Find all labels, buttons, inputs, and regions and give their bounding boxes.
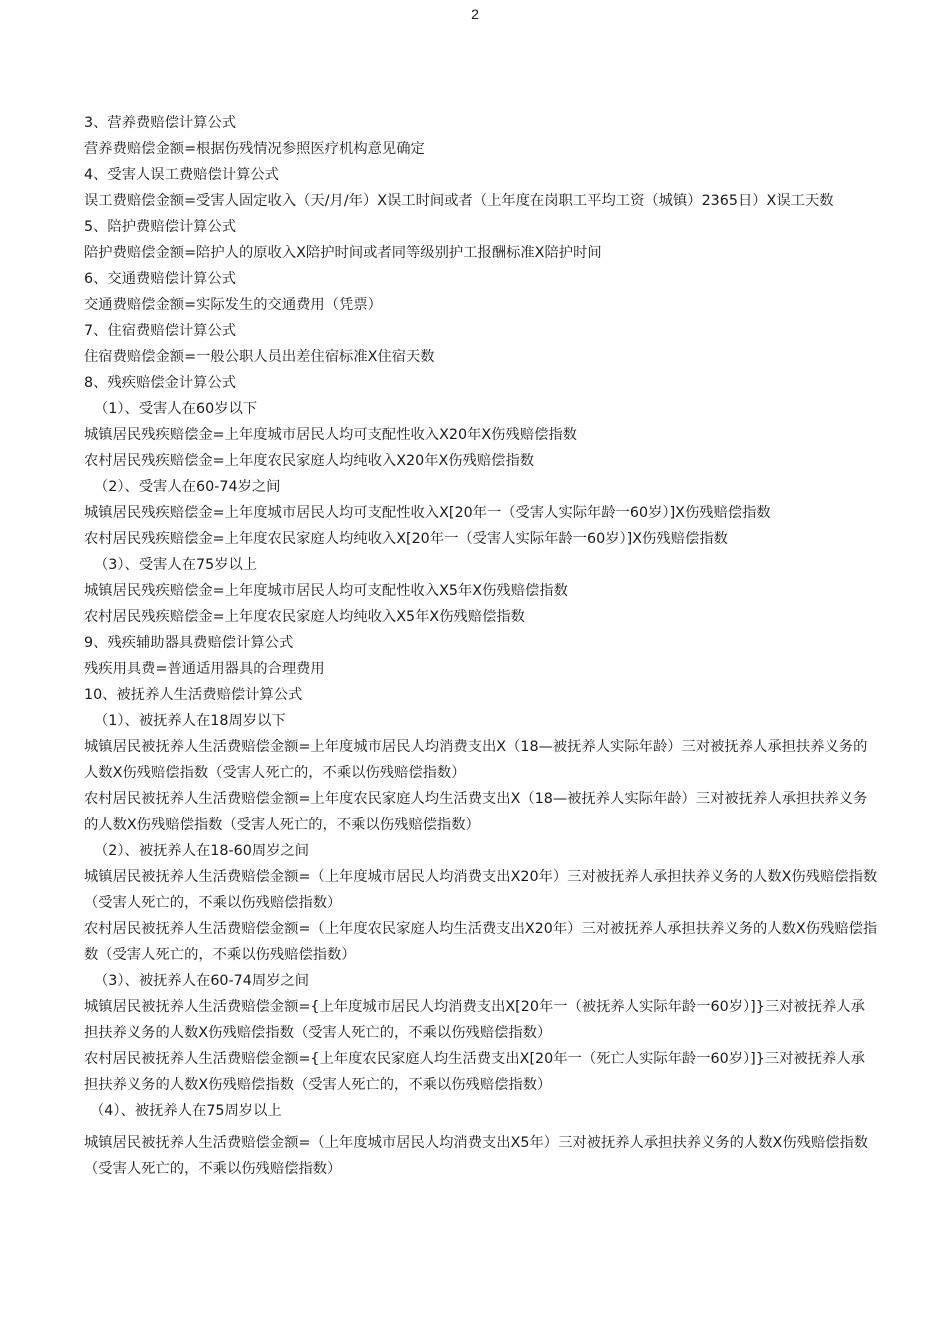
paragraph-line: 陪护费赔偿金额=陪护人的原收入X陪护时间或者同等级别护工报酬标准X陪护时间 (84, 245, 602, 261)
paragraph-line: 农村居民残疾赔偿金=上年度农民家庭人均纯收入X5年X伤残赔偿指数 (84, 609, 525, 625)
subsection-heading: （1）、受害人在60岁以下 (94, 401, 258, 417)
paragraph-line: 农村居民被抚养人生活费赔偿金额=上年度农民家庭人均生活费支出X（18—被抚养人实际年龄）三对被抚养人承担扶养义务的人数X伤残赔偿指数（受害人死亡的，不乘以伤残赔偿指数） (84, 791, 868, 833)
section-heading: 4、受害人误工费赔偿计算公式 (84, 167, 279, 183)
section-heading: 10、被抚养人生活费赔偿计算公式 (84, 687, 303, 703)
paragraph-line: 误工费赔偿金额=受害人固定收入（天/月/年）X误工时间或者（上年度在岗职工平均工资（城镇）2365日）X误工天数 (84, 193, 834, 209)
paragraph-line: 农村居民残疾赔偿金=上年度农民家庭人均纯收入X[20年一（受害人实际年龄一60岁）]X伤残赔偿指数 (84, 531, 728, 547)
paragraph-line: 城镇居民被抚养人生活费赔偿金额=（上年度城市居民人均消费支出X5年）三对被抚养人承担扶养义务的人数X伤残赔偿指数（受害人死亡的，不乘以伤残赔偿指数） (84, 1135, 869, 1177)
subsection-heading: （4）、被抚养人在75周岁以上 (90, 1103, 282, 1119)
section-heading: 8、残疾赔偿金计算公式 (84, 375, 237, 391)
section-heading: 9、残疾辅助器具费赔偿计算公式 (84, 635, 294, 651)
section-heading: 7、住宿费赔偿计算公式 (84, 323, 237, 339)
paragraph-line: 城镇居民被抚养人生活费赔偿金额=上年度城市居民人均消费支出X（18—被抚养人实际年龄）三对被抚养人承担扶养义务的人数X伤残赔偿指数（受害人死亡的，不乘以伤残赔偿指数） (84, 739, 868, 781)
paragraph-line: 农村居民残疾赔偿金=上年度农民家庭人均纯收入X20年X伤残赔偿指数 (84, 453, 535, 469)
subsection-heading: （3）、受害人在75岁以上 (94, 557, 258, 573)
subsection-heading: （2）、被抚养人在18-60周岁之间 (94, 843, 310, 859)
section-heading: 5、陪护费赔偿计算公式 (84, 219, 237, 235)
paragraph-line: 住宿费赔偿金额=一般公职人员出差住宿标准X住宿天数 (84, 349, 435, 365)
paragraph-line: 营养费赔偿金额=根据伤残情况参照医疗机构意见确定 (84, 141, 425, 157)
paragraph-line: 城镇居民残疾赔偿金=上年度城市居民人均可支配性收入X20年X伤残赔偿指数 (84, 427, 577, 443)
document-body (84, 110, 879, 1182)
paragraph-line: 残疾用具费=普通适用器具的合理费用 (84, 661, 325, 677)
paragraph-line: 城镇居民被抚养人生活费赔偿金额={上年度城市居民人均消费支出X[20年一（被抚养人实际年龄一60岁）]}三对被抚养人承担扶养义务的人数X伤残赔偿指数（受害人死亡的，不乘以伤残赔偿指数） (84, 999, 865, 1041)
paragraph-line: 城镇居民残疾赔偿金=上年度城市居民人均可支配性收入X5年X伤残赔偿指数 (84, 583, 568, 599)
section-heading: 6、交通费赔偿计算公式 (84, 271, 237, 287)
paragraph-line: 城镇居民被抚养人生活费赔偿金额=（上年度城市居民人均消费支出X20年）三对被抚养人承担扶养义务的人数X伤残赔偿指数（受害人死亡的，不乘以伤残赔偿指数） (84, 869, 878, 911)
paragraph-line: 交通费赔偿金额=实际发生的交通费用（凭票） (84, 297, 382, 313)
subsection-heading: （1）、被抚养人在18周岁以下 (94, 713, 286, 729)
paragraph-line: 农村居民被抚养人生活费赔偿金额=（上年度农民家庭人均生活费支出X20年）三对被抚养人承担扶养义务的人数X伤残赔偿指数（受害人死亡的，不乘以伤残赔偿指数） (84, 921, 878, 963)
subsection-heading: （3）、被抚养人在60-74周岁之间 (94, 973, 310, 989)
page-number: 2 (471, 6, 479, 22)
paragraph-line: 城镇居民残疾赔偿金=上年度城市居民人均可支配性收入X[20年一（受害人实际年龄一60岁）]X伤残赔偿指数 (84, 505, 771, 521)
paragraph-line: 农村居民被抚养人生活费赔偿金额={上年度农民家庭人均生活费支出X[20年一（死亡人实际年龄一60岁）]}三对被抚养人承担扶养义务的人数X伤残赔偿指数（受害人死亡的，不乘以伤残赔偿指数） (84, 1051, 865, 1093)
subsection-heading: （2）、受害人在60-74岁之间 (94, 479, 281, 495)
section-heading: 3、营养费赔偿计算公式 (84, 115, 237, 131)
